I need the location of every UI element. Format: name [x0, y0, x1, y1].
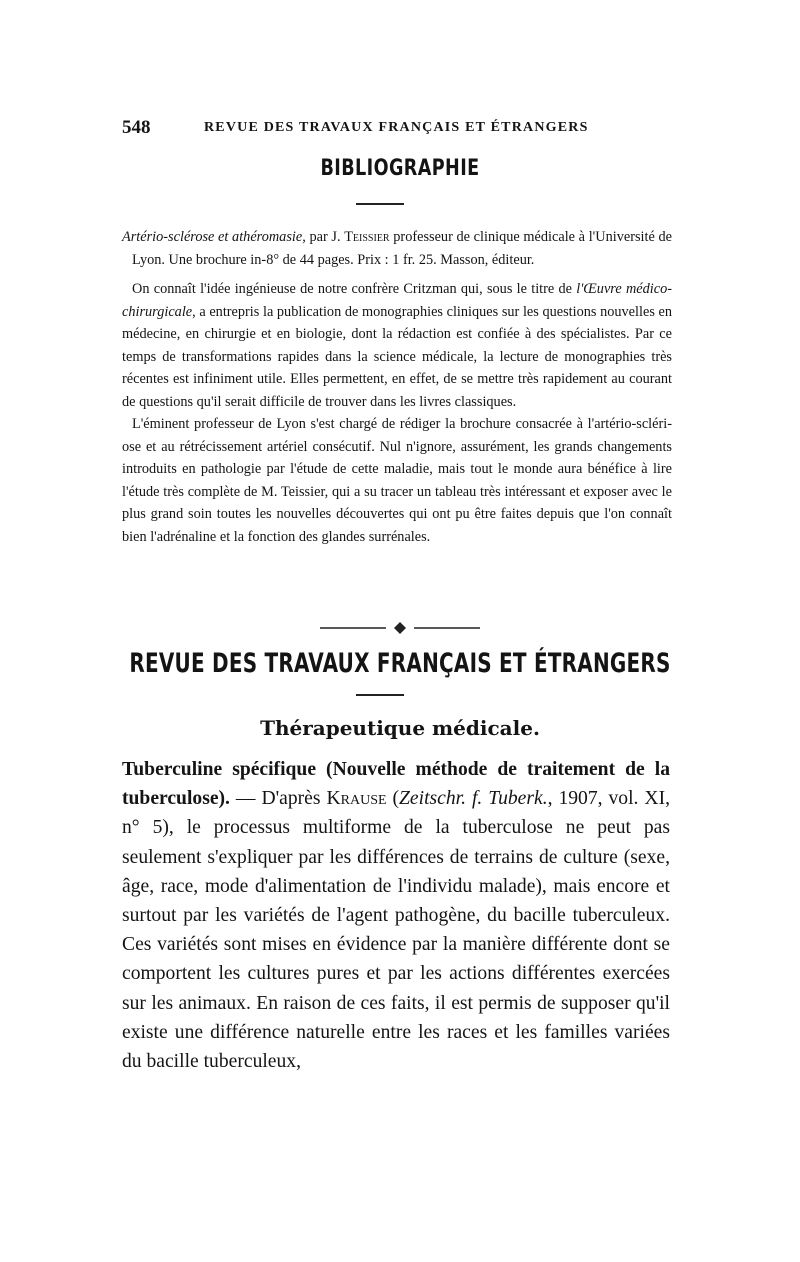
section-ornament	[318, 621, 482, 635]
article-body	[122, 755, 670, 1076]
bibliography-paragraph-2: L'éminent professeur de Lyon s'est chargé de rédiger la brochure consacrée à l'artério-sclériose et au rétrécissement artériel consécutif. Nul n'ignore, assurément, les grands changements introduits en pathologie par l'étude de cette maladie, mais tout le monde aura bénéfice à lire l'étude très complète de M. Teissier, qui a su tracer un tableau très intéressant et exposer avec le plus grand soin toutes les nouvelles découvertes qui ont pu être faites depuis que l'on connaît bien l'adrénaline et la fonction des glandes surrénales.	[122, 416, 672, 545]
article-title: Tuberculine spécifique (Nouvelle méthode de traitement de la tuberculose).	[122, 759, 670, 810]
review-rule	[356, 694, 404, 696]
journal-name: Zeitschr. f. Tuberk.	[399, 788, 548, 810]
running-head	[122, 117, 672, 141]
running-head-title: REVUE DES TRAVAUX FRANÇAIS ET ÉTRANGERS	[204, 120, 589, 135]
review-heading: REVUE DES TRAVAUX FRANÇAIS ET ÉTRANGERS	[129, 648, 671, 679]
book-title: Artério-sclérose et athéromasie	[122, 229, 303, 245]
page-number: 548	[122, 117, 151, 138]
book-author: Teissier	[344, 229, 390, 245]
bibliography-paragraph-1: On connaît l'idée ingénieuse de notre confrère Critzman qui, sous le titre de l'Œuvre médico-chirurgicale, a entrepris la publication de monographies cliniques sur les questions nouvelles en médecine, en chirurgie et en biologie, dont la rédaction est confiée à des spécialistes. Par ce temps de transformations rapides dans la science médicale, la lecture de monographies très récentes est infiniment utile. Elles permettent, en effet, de se mettre très rapidement au courant de questions qu'il serait difficile de trouver dans les livres classiques.	[122, 281, 672, 410]
article-paragraph: Tuberculine spécifique (Nouvelle méthode de traitement de la tuberculose). — D'après Krause (Zeitschr. f. Tuberk., 1907, vol. XI, n° 5), le processus multiforme de la tuberculose ne peut pas seulement s'expliquer par les différences de terrains de culture (sexe, âge, race, mode d'alimentation de l'individu malade), mais encore et surtout par les variétés de l'agent pathogène, du bacille tuberculeux. Ces variétés sont mises en évidence par la manière différente dont se comportent les cultures pures et par les actions différentes exercées sur les animaux. En raison de ces faits, il est permis de supposer qu'il existe une différence naturelle entre les races et les familles variées du bacille tuberculeux,	[122, 759, 670, 1073]
article-author: Krause	[326, 788, 387, 810]
bibliography-body	[122, 226, 672, 548]
review-subheading: Thérapeutique médicale.	[260, 716, 540, 740]
bibliography-heading: BIBLIOGRAPHIE	[320, 156, 480, 181]
bibliography-entry: Artério-sclérose et athéromasie, par J. Teissier professeur de clinique médicale à l'Université de Lyon. Une brochure in-8° de 44 pages. Prix : 1 fr. 25. Masson, éditeur.	[122, 229, 672, 268]
bibliography-rule	[356, 203, 404, 205]
collection-title: l'Œuvre médico-chirurgicale	[122, 281, 672, 320]
